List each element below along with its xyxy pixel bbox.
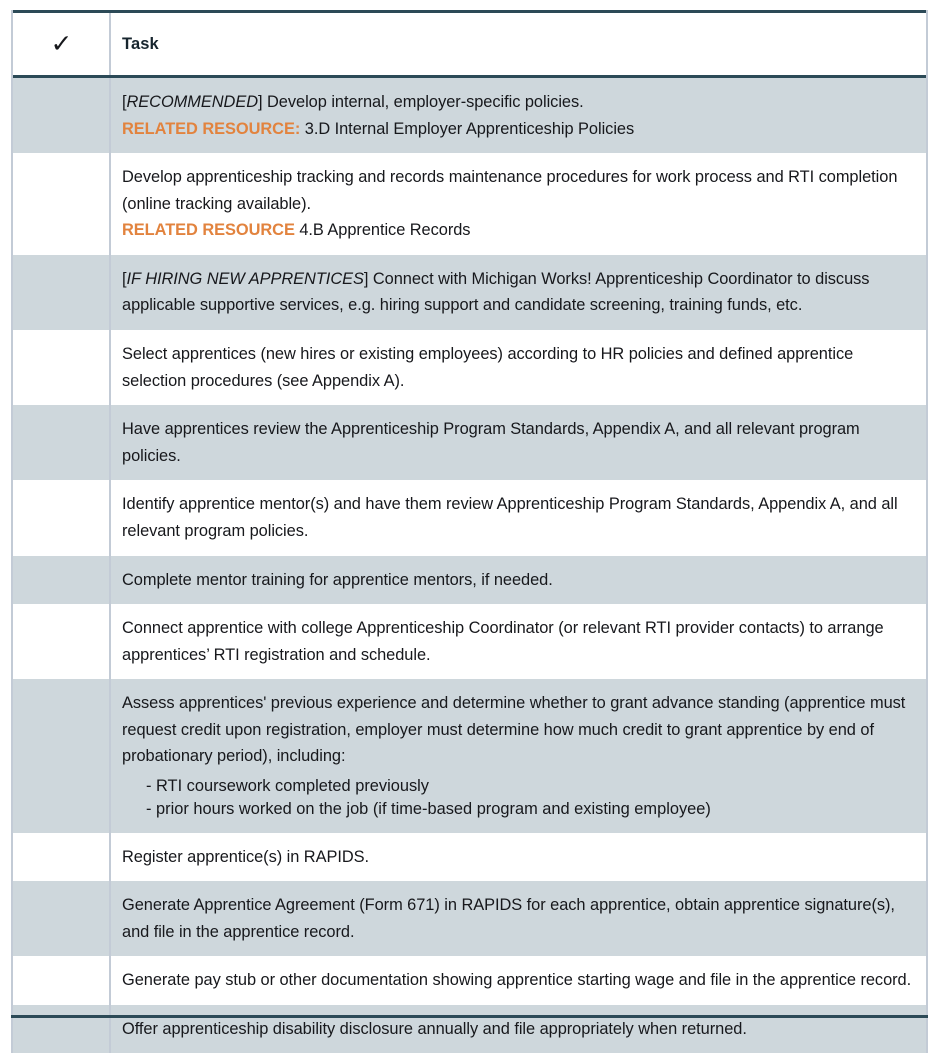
task-text [122,416,912,469]
task-description-cell [110,330,926,405]
task-checkbox-cell[interactable] [13,255,110,330]
task-checkbox-cell[interactable] [13,881,110,956]
task-text-segment: Offer apprenticeship disability disclosure annually and file appropriately when returned. [122,1020,747,1038]
column-header-task-label: Task [122,35,159,53]
task-text-segment: Generate pay stub or other documentation showing apprentice starting wage and file in the apprentice record. [122,971,911,989]
task-text-segment: Assess apprentices' previous experience and determine whether to grant advance standing (apprentice must request credit upon registration, employer must determine how much credit to grant apprentice by end of probationary period), including: [122,694,905,765]
task-checkbox-cell[interactable] [13,833,110,882]
related-resource-label: RELATED RESOURCE: [122,120,300,138]
task-text [122,690,912,770]
task-checkbox-cell[interactable] [13,405,110,480]
task-text [122,892,912,945]
task-qualifier-text: RECOMMENDED [127,93,259,111]
column-header-checkmark [13,12,110,77]
task-text-segment: 3.D Internal Employer Apprenticeship Policies [300,120,634,138]
task-description-cell [110,405,926,480]
task-qualifier-text: IF HIRING NEW APPRENTICES [127,270,364,288]
task-text [122,266,912,319]
table-row [13,255,926,330]
task-text [122,1016,912,1043]
task-sub-list-item: - prior hours worked on the job (if time-based program and existing employee) [146,798,912,821]
table-row [13,679,926,832]
task-checkbox-cell[interactable] [13,679,110,832]
task-text [122,89,912,142]
table-row [13,556,926,605]
task-text-segment: Complete mentor training for apprentice mentors, if needed. [122,571,553,589]
task-checkbox-cell[interactable] [13,956,110,1005]
task-text-segment: Register apprentice(s) in RAPIDS. [122,848,369,866]
task-text-segment: ] Connect with Michigan Works! Apprenticeship Coordinator to discuss applicable supportive services, e.g. hiring support and candidate screening, training funds, etc. [122,270,869,315]
task-checkbox-cell[interactable] [13,153,110,255]
task-description-cell [110,956,926,1005]
table-row [13,833,926,882]
table-row [13,604,926,679]
task-text-segment: Select apprentices (new hires or existing employees) according to HR policies and defined apprentice selection procedures (see Appendix A). [122,345,853,390]
task-text-segment: Develop apprenticeship tracking and records maintenance procedures for work process and RTI completion (online tracking available). [122,168,897,213]
table-row [13,77,926,154]
task-description-cell [110,881,926,956]
task-text [122,844,912,871]
task-checkbox-cell[interactable] [13,480,110,555]
task-description-cell [110,480,926,555]
task-text-segment: Connect apprentice with college Apprenticeship Coordinator (or relevant RTI provider contacts) to arrange apprentices’ RTI registration and schedule. [122,619,884,664]
task-description-cell [110,833,926,882]
table-body [13,77,926,1053]
task-text [122,341,912,394]
task-description-cell [110,679,926,832]
task-sub-list-item: - RTI coursework completed previously [146,775,912,798]
table-row [13,1005,926,1053]
task-text-segment: Have apprentices review the Apprenticeship Program Standards, Appendix A, and all relevant program policies. [122,420,860,465]
task-description-cell [110,153,926,255]
task-checkbox-cell[interactable] [13,330,110,405]
table-row [13,881,926,956]
checklist-table-wrapper [11,10,928,1053]
table-row [13,956,926,1005]
task-text-segment: Generate Apprentice Agreement (Form 671) in RAPIDS for each apprentice, obtain apprentice signature(s), and file in the apprentice record. [122,896,895,941]
task-description-cell [110,604,926,679]
task-text-segment: 4.B Apprentice Records [295,221,471,239]
task-text [122,164,912,244]
header-row [13,12,926,77]
task-text-segment: Identify apprentice mentor(s) and have them review Apprenticeship Program Standards, Appendix A, and all relevant program policies. [122,495,898,540]
task-checkbox-cell[interactable] [13,77,110,154]
task-text [122,567,912,594]
table-row [13,480,926,555]
task-description-cell [110,77,926,154]
table-bottom-rule [11,1015,928,1018]
table-header [13,12,926,77]
table-row [13,330,926,405]
task-text [122,615,912,668]
task-text-segment: [ [122,270,127,288]
related-resource-label: RELATED RESOURCE [122,221,295,239]
task-description-cell [110,255,926,330]
table-row [13,405,926,480]
checkmark-icon: ✓ [50,31,72,56]
task-description-cell [110,1005,926,1053]
apprenticeship-task-checklist [13,10,926,1053]
task-text-segment: ] Develop internal, employer-specific policies. [258,93,584,111]
column-header-task [110,12,926,77]
task-checkbox-cell[interactable] [13,556,110,605]
task-checkbox-cell[interactable] [13,1005,110,1053]
task-description-cell [110,556,926,605]
task-text [122,491,912,544]
task-text-segment: [ [122,93,127,111]
table-row [13,153,926,255]
task-text [122,967,912,994]
task-checkbox-cell[interactable] [13,604,110,679]
task-sub-list [122,775,912,822]
